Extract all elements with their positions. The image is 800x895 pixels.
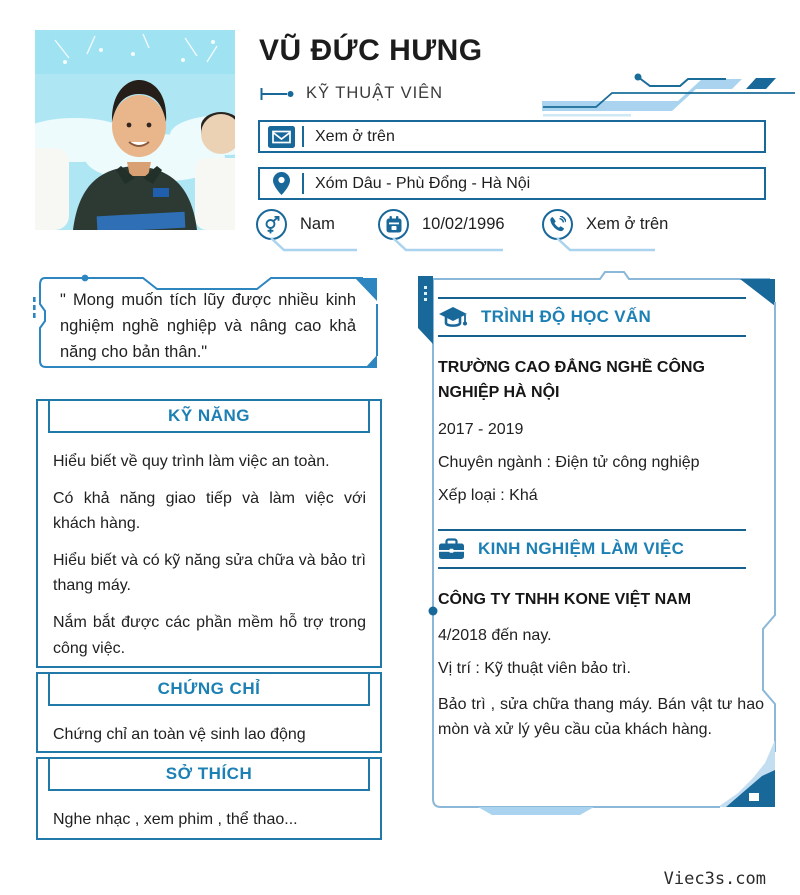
timeline-dot (429, 607, 438, 616)
profile-photo (35, 30, 235, 230)
skills-section (36, 399, 382, 668)
experience-header (438, 531, 764, 567)
circuit-decoration (530, 66, 796, 120)
education-school: TRƯỜNG CAO ĐẲNG NGHỀ CÔNG NGHIỆP HÀ NỘI (438, 359, 705, 401)
gender-underline (270, 237, 358, 252)
experience-period: 4/2018 đến nay. (438, 627, 552, 645)
hobbies-header: SỞ THÍCH (48, 757, 370, 791)
birthdate-item (378, 209, 505, 240)
watermark-link[interactable]: Viec3s.com (663, 869, 766, 889)
birthdate-underline (392, 237, 504, 252)
certificates-section (36, 672, 382, 753)
education-years: 2017 - 2019 (438, 420, 524, 438)
experience-company: CÔNG TY TNHH KONE VIỆT NAM (438, 590, 692, 608)
skill-item: Nắm bắt được các phần mềm hỗ trợ trong công việc. (53, 613, 366, 657)
section-rule (438, 567, 746, 569)
right-panel-content (438, 297, 764, 743)
skills-header: KỸ NĂNG (48, 399, 370, 433)
title-line-icon (260, 87, 296, 101)
email-icon (260, 126, 302, 148)
briefcase-icon (438, 538, 465, 560)
field-divider (302, 173, 304, 194)
job-title: KỸ THUẬT VIÊN (306, 84, 444, 102)
address-value: Xóm Dâu - Phù Đổng - Hà Nội (315, 174, 531, 192)
education-header (438, 299, 764, 335)
hobby-item: Nghe nhạc , xem phim , thể thao... (53, 811, 298, 828)
address-field (258, 167, 766, 200)
certificates-header: CHỨNG CHỈ (48, 672, 370, 706)
phone-underline (556, 237, 656, 252)
calendar-icon (378, 209, 409, 240)
gender-icon (256, 209, 287, 240)
birthdate-value: 10/02/1996 (422, 215, 505, 233)
quote-text: " Mong muốn tích lũy được nhiều kinh nghiệm nghề nghiệp và nâng cao khả năng cho bản thân." (60, 291, 356, 362)
phone-item (542, 209, 668, 240)
page-title: VŨ ĐỨC HƯNG (259, 34, 483, 67)
graduation-cap-icon (438, 305, 468, 329)
skill-item: Hiểu biết về quy trình làm việc an toàn. (53, 453, 330, 470)
certificate-item: Chứng chỉ an toàn vệ sinh lao động (53, 726, 306, 743)
education-grade: Xếp loại : Khá (438, 486, 538, 504)
job-title-row (260, 84, 443, 103)
skill-item: Hiểu biết và có kỹ năng sửa chữa và bảo trì thang máy. (53, 551, 366, 595)
right-panel (418, 270, 790, 816)
email-value: Xem ở trên (315, 127, 395, 145)
hobbies-section (36, 757, 382, 840)
quote-box (33, 272, 381, 374)
gender-item (256, 209, 335, 240)
education-title: TRÌNH ĐỘ HỌC VẤN (481, 307, 652, 326)
field-divider (302, 126, 304, 147)
education-major: Chuyên ngành : Điện tử công nghiệp (438, 453, 700, 471)
phone-value: Xem ở trên (586, 215, 669, 233)
experience-title: KINH NGHIỆM LÀM VIỆC (478, 538, 685, 558)
gender-value: Nam (300, 215, 335, 233)
skill-item: Có khả năng giao tiếp và làm việc với khách hàng. (53, 489, 366, 533)
experience-description: Bảo trì , sửa chữa thang máy. Bán vật tư hao mòn và xử lý yêu cầu của khách hàng. (438, 696, 764, 739)
email-field (258, 120, 766, 153)
experience-position: Vị trí : Kỹ thuật viên bảo trì. (438, 660, 631, 678)
phone-icon (542, 209, 573, 240)
section-rule (438, 335, 746, 337)
location-pin-icon (260, 172, 302, 195)
